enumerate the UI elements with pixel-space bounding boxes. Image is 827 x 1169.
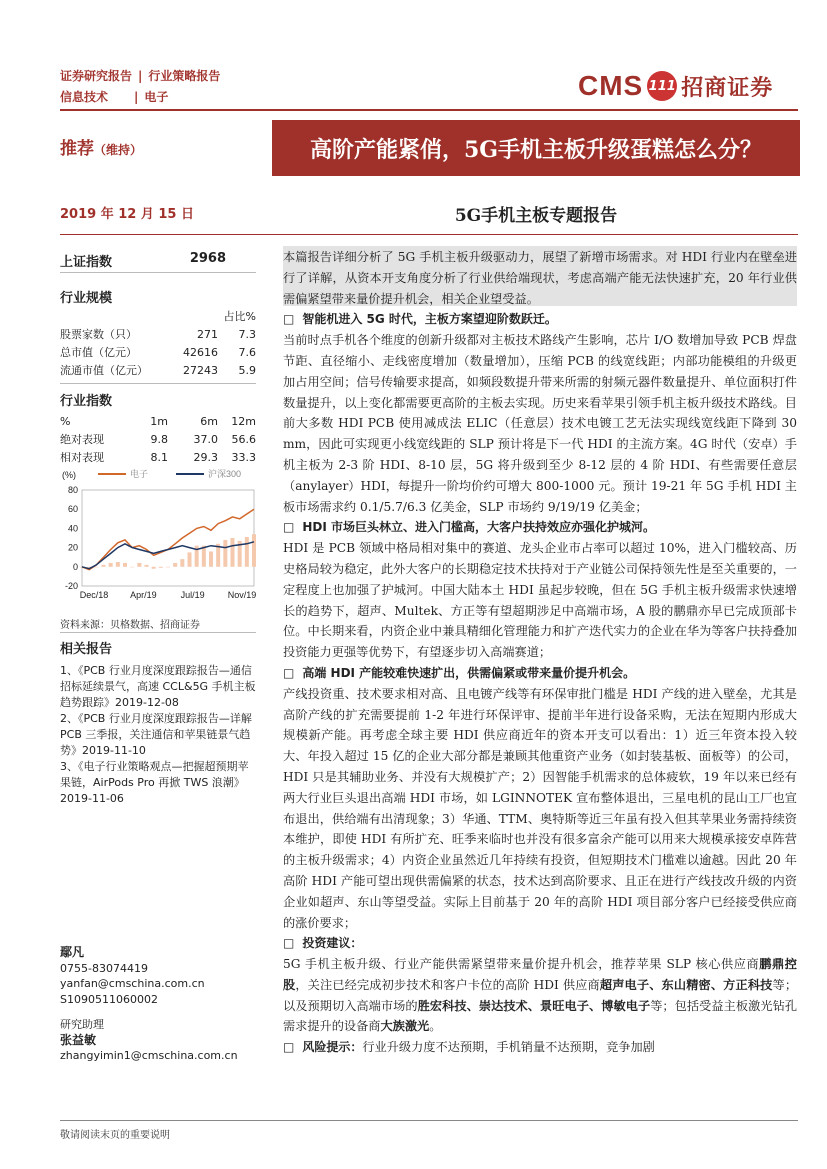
index-cell: 9.8 <box>150 433 168 446</box>
index-header: 6m <box>200 415 218 428</box>
legend-electronics: 电子 <box>130 469 149 479</box>
related-item: 1、《PCB 行业月度深度跟踪报告—通信招标延续景气，高速 CCL&5G 手机主板趋势跟踪》2019-12-08 <box>60 664 256 709</box>
scale-row <box>60 362 256 380</box>
index-row-label: 相对表现 <box>60 451 104 464</box>
chart-legend <box>98 468 241 479</box>
scale-row-value: 42616 <box>183 346 218 359</box>
relative-bar <box>209 551 213 566</box>
related-reports <box>60 638 256 807</box>
rating-note: （维持） <box>94 143 143 157</box>
paragraph: 产线投资重、技术要求相对高、且电镀产线等有环保审批门槛是 HDI 产线的进入壁垒，尤其是高阶产线的扩充需要提前 1-2 年进行环保评审、提前半年进行设备采购，无法在短期内形成大规模新产能。再考虑全球主要 HDI 供应商近年的资本开支可以看出：1）近三年资本投入较大、年投入超过 15 亿的企业大部分都是兼顾其他重资产业务（如封装基板、面板等）的公司，HDI 只是其辅助业务、并没有大规模扩产；2）因智能手机需求的总体疲软，19 年以来已经有两大行业巨头退出高端 HDI 市场，如 LGINNOTEK 宣布整体退出，三星电机的昆山工厂也宣布退出，供给端有出清现象；3）华通、TTM、奥特斯等近三年虽有投入但其苹果业务需持续资本维护，即使 HDI 有所扩充、旺季来临时也并没有很多富余产能可以用来大规模承接安卓阵营的主板升级需求；4）内资企业虽然近几年持续有投资，但短期技术门槛难以逾越。因此 20 年高阶 HDI 产能可望出现供需偏紧的状态，技术达到高阶要求、且正在进行产线技改升级的内资企业如超声、东山等望受益。实际上目前基于 20 年的高阶 HDI 项目部分客户已经接受供应商的涨价要求； <box>283 686 797 930</box>
sub-sector: 电子 <box>144 90 169 104</box>
relative-bar <box>223 540 227 567</box>
index-block <box>60 251 256 270</box>
advice-text: 等；包括受益主板激光钻孔需求提升的设备商 <box>283 998 798 1034</box>
footer-note: 敬请阅读末页的重要说明 <box>60 1130 170 1141</box>
relative-bar <box>102 565 106 567</box>
scale-row-label: 总市值（亿元） <box>60 346 137 359</box>
index-cell: 56.6 <box>231 433 256 446</box>
series-line-hs300 <box>82 542 254 569</box>
rating <box>60 134 142 159</box>
divider <box>60 272 256 273</box>
chart-source: 资料来源：贝格数据、招商证券 <box>60 620 200 631</box>
relative-bar <box>173 563 177 567</box>
header-breadcrumb: 证券研究报告 | 行业策略报告 信息技术 | 电子 <box>60 69 221 104</box>
advice-text: 等；以及预期切入高端市场的 <box>283 977 798 1013</box>
scale-row-pct: 7.3 <box>238 328 256 341</box>
y-tick-label: -20 <box>64 581 78 591</box>
index-value: 2968 <box>189 251 226 266</box>
industry-index <box>60 390 256 467</box>
y-tick-label: 80 <box>67 485 78 495</box>
advice-text: 5G 手机主板升级、行业产能供需紧望带来量价提升机会，推荐苹果 SLP 核心供应商 <box>283 957 760 972</box>
index-cell: 8.1 <box>150 451 168 464</box>
scale-row-value: 271 <box>197 328 218 341</box>
scale-row-value: 27243 <box>183 364 218 377</box>
legend-hs300: 沪深300 <box>208 469 242 479</box>
relative-bar <box>116 562 120 567</box>
relative-bar <box>202 546 206 567</box>
report-body <box>283 247 797 1058</box>
paragraph: HDI 是 PCB 领域中格局相对集中的赛道、龙头企业市占率可以超过 10%，进入门槛较高、历史格局较为稳定，此外大客户的长期稳定技术扶持对于产业链公司保持领先性是至关重要的，一定程度上也加强了护城河。中国大陆本土 HDI 虽起步较晚，但在 5G 手机主板升级需求快速增长的趋势下，超声、Multek、方正等有望超期涉足中高端市场，A 股的鹏鼎亦早已完成顶部卡位。中长期来看，内资企业中兼具精细化管理能力和扩产迭代实力的企业在华为等客户扶持叠加投资能力更强等优势下，有望逐步切入高端赛道； <box>283 541 797 660</box>
advice-text: 。 <box>429 1019 442 1034</box>
relative-bar <box>137 563 141 567</box>
industry-scale <box>60 287 256 380</box>
scale-row-label: 股票家数（只） <box>60 328 137 341</box>
index-row-label: 绝对表现 <box>60 433 104 446</box>
relative-bar <box>245 537 249 567</box>
index-header: % <box>60 415 71 428</box>
index-cell: 33.3 <box>231 451 256 464</box>
index-header: 12m <box>231 415 256 428</box>
relative-bar <box>94 567 98 568</box>
advice-stock: 大族激光 <box>380 1019 430 1034</box>
footer-divider <box>60 1120 798 1121</box>
index-label: 上证指数 <box>60 255 113 270</box>
report-title: 高阶产能紧俏，5G手机主板升级蛋糕怎么分？ <box>272 120 800 176</box>
analyst-name: 鄢凡 <box>60 945 85 959</box>
relative-bar <box>231 538 235 567</box>
advice-stock: 超声电子、东山精密、方正科技 <box>599 977 773 992</box>
logo-badge-icon: 111 <box>647 71 677 101</box>
sector: 信息技术 <box>60 90 109 104</box>
relative-bar <box>180 559 184 567</box>
index-cell: 37.0 <box>193 433 218 446</box>
x-tick-label: Nov/19 <box>227 590 257 600</box>
analyst-phone: 0755-83074419 <box>60 961 148 975</box>
subtitle-divider <box>60 234 798 235</box>
related-item: 3、《电子行业策略观点—把握超预期苹果链，AirPods Pro 再掀 TWS 浪潮》2019-11-06 <box>60 760 249 805</box>
paragraph: 当前时点手机各个维度的创新升级都对主板技术路线产生影响，芯片 I/O 数增加导致 PCB 焊盘节距、直径缩小、走线密度增加（数量增加），压缩 PCB 的线宽线距；内部功能模组的升级更加占用空间；信号传输要求提高，如频段数提升带来所需的射频元器件数量提升、单位面积打件数量提升，以上变化都需要更高阶的主板去实现。历史来看苹果引领手机主板升级技术路线。目前大多数 HDI PCB 使用减成法 ELIC（任意层）技术电镀工艺无法实现线宽线距下降到 30 mm，因此可实现更小线宽线距的 SLP 预计将是下一代 HDI 的主流方案。4G 时代（安卓）手机主板为 2-3 阶 HDI、8-10 层，5G 将升级到至少 8-12 层的 4 阶 HDI、有些需要任意层（anylayer）HDI，每提升一阶均价约可增大 800-1000 元。预计 19-21 年 5G 手机 HDI 主板市场需求约 0.1/5.7/6.3 亿美金，SLP 市场约 9/19/19 亿美金； <box>283 333 797 514</box>
scale-row-label: 流通市值（亿元） <box>60 364 148 377</box>
logo-cn-text: 招商证券 <box>681 75 774 101</box>
advice-stock: 胜宏科技、崇达技术、景旺电子、博敏电子 <box>417 998 651 1013</box>
y-tick-label: 40 <box>67 523 78 534</box>
relative-bar <box>252 534 256 567</box>
index-header-row <box>60 413 256 431</box>
industry-scale-title: 行业规模 <box>60 291 113 306</box>
relative-bar <box>130 567 134 568</box>
relative-bar <box>109 563 113 567</box>
relative-bar <box>145 565 149 567</box>
chart-svg <box>58 464 258 604</box>
risk-heading: □ 风险提示： <box>283 1040 362 1054</box>
x-tick-label: Dec/18 <box>79 590 109 600</box>
chart-ylabel: (%) <box>62 470 76 480</box>
x-tick-label: Jul/19 <box>180 590 205 600</box>
analyst-email[interactable]: yanfan@cmschina.com.cn <box>60 977 205 990</box>
assistant-name: 张益敏 <box>60 1032 97 1047</box>
performance-chart <box>58 464 258 604</box>
scale-row <box>60 344 256 362</box>
relative-bar <box>152 567 156 569</box>
section-heading: □ 投资建议： <box>283 933 797 954</box>
x-tick-label: Apr/19 <box>130 590 157 600</box>
relative-bar <box>188 552 192 566</box>
chart-frame <box>82 490 254 586</box>
divider <box>60 383 256 384</box>
logo-text: CMS <box>578 70 644 101</box>
index-header: 1m <box>150 415 168 428</box>
y-tick-label: 60 <box>67 504 78 515</box>
assistant-title: 研究助理 <box>60 1018 104 1031</box>
index-row <box>60 431 256 449</box>
summary-text: 本篇报告详细分析了 5G 手机主板升级驱动力，展望了新增市场需求。对 HDI 行业内在壁垒进行了详解，从资本开支角度分析了行业供给端现状，考虑高端产能无法快速扩充，20 年行业供需偏紧望带来量价提升机会，相关企业望受益。 <box>283 250 797 306</box>
report-type: 证券研究报告 <box>60 69 133 83</box>
assistant-email[interactable]: zhangyimin1@cmschina.com.cn <box>60 1049 238 1062</box>
scale-row <box>60 326 256 344</box>
pct-header: 占比% <box>223 310 256 323</box>
related-title: 相关报告 <box>60 642 113 657</box>
header-divider <box>60 109 798 111</box>
scale-row-pct: 7.6 <box>238 346 256 359</box>
analyst-block <box>60 945 256 1064</box>
advice-text: ，关注已经完成初步技术和客户卡位的高阶 HDI 供应商 <box>295 977 600 992</box>
industry-index-title: 行业指数 <box>60 394 113 409</box>
advice-stock: 鹏鼎控股 <box>283 957 797 992</box>
divider <box>60 632 256 633</box>
report-subtitle: 5G手机主板专题报告 <box>454 206 618 226</box>
relative-bar <box>123 563 127 567</box>
related-item: 2、《PCB 行业月度深度跟踪报告—详解 PCB 三季报，关注通信和苹果链景气趋势》2019-11-10 <box>60 712 252 757</box>
section-heading: □ 智能机进入 5G 时代，主板方案望迎阶数跃迁。 <box>283 309 797 330</box>
investment-advice <box>283 954 797 1037</box>
y-tick-label: 20 <box>67 542 78 553</box>
relative-bar <box>159 567 163 568</box>
company-logo <box>578 70 773 102</box>
relative-bar <box>166 567 170 568</box>
section-heading: □ 高端 HDI 产能较难快速扩出，供需偏紧或带来量价提升机会。 <box>283 663 797 684</box>
risk-text: 行业升级力度不达预期，手机销量不达预期，竞争加剧 <box>362 1040 655 1055</box>
index-cell: 29.3 <box>193 451 218 464</box>
report-category: 行业策略报告 <box>148 69 221 83</box>
risk-line <box>283 1037 797 1058</box>
report-date: 2019 年 12 月 15 日 <box>60 207 194 222</box>
series-line-electronics <box>82 509 254 570</box>
scale-row-pct: 5.9 <box>238 364 256 377</box>
analyst-cert: S1090511060002 <box>60 992 158 1006</box>
section-heading: □ HDI 市场巨头林立、进入门槛高，大客户扶持效应亦强化护城河。 <box>283 517 797 538</box>
rating-label: 推荐 <box>60 139 94 159</box>
y-tick-label: 0 <box>72 561 78 572</box>
